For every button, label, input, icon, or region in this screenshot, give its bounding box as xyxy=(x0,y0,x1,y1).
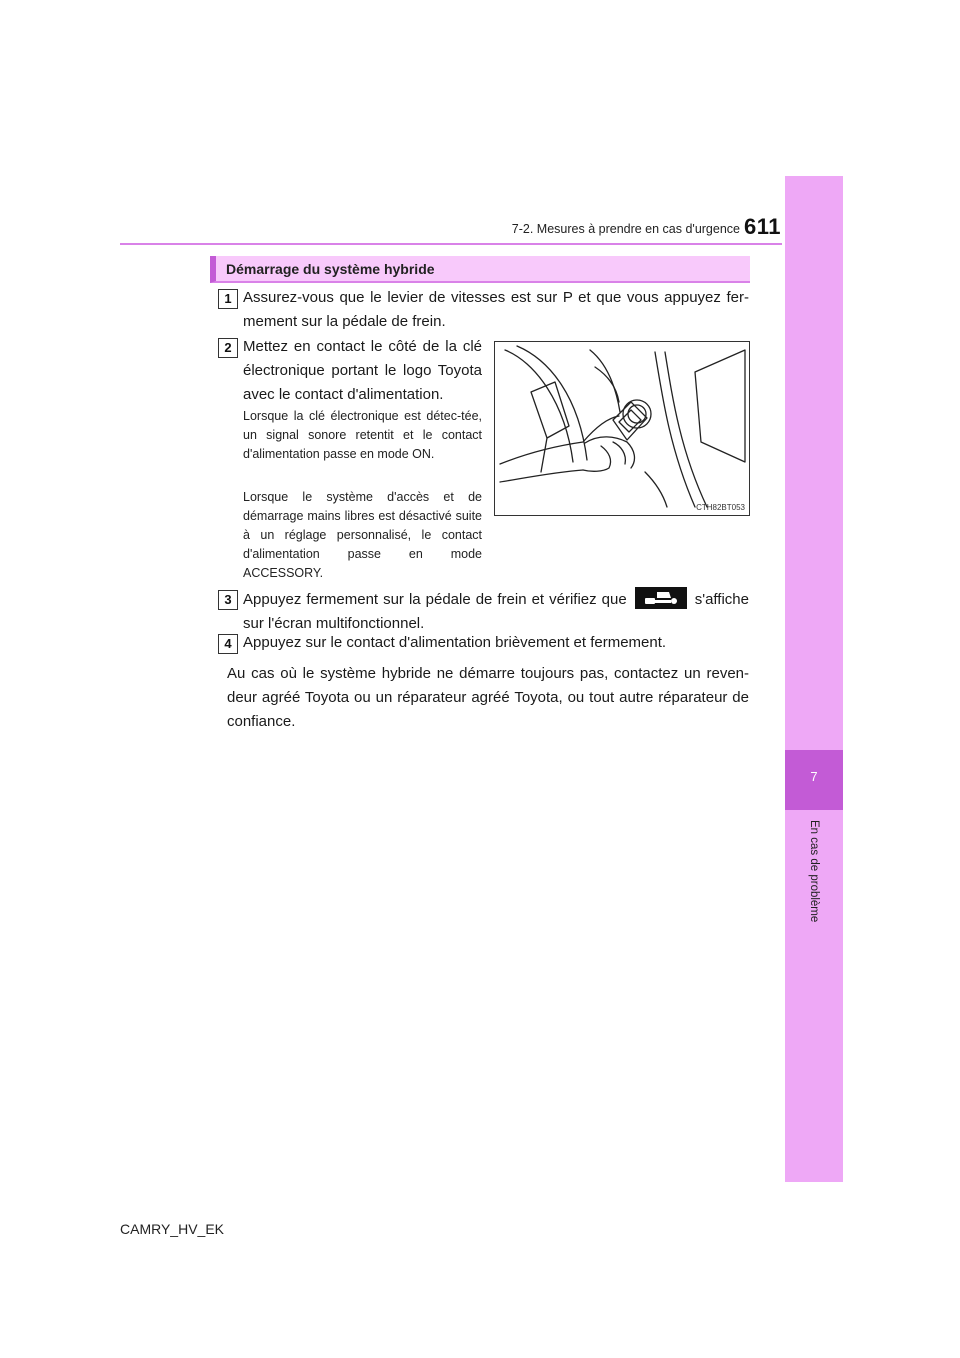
step-3-text-after: s'affiche sur l'écran multifonctionnel. xyxy=(243,591,749,632)
header-divider xyxy=(120,243,782,245)
section-heading xyxy=(210,256,750,283)
key-on-power-switch-illustration xyxy=(494,341,750,516)
step-3-text-before: Appuyez fermement sur la pédale de frein et vérifiez que xyxy=(243,591,627,608)
chapter-number: 7 xyxy=(810,769,818,784)
step-number-badge: 2 xyxy=(218,338,238,358)
hybrid-system-ready-indicator-icon xyxy=(635,587,687,609)
step-2-note: Lorsque le système d'accès et de démarrage mains libres est désactivé suite à un réglage personnalisé, le contact d'alimentation passe en mode ACCESSORY. xyxy=(243,490,482,580)
page-number: 611 xyxy=(744,214,781,239)
footer-model-code: CAMRY_HV_EK xyxy=(120,1221,225,1237)
step-4-text: Appuyez sur le contact d'alimentation brièvement et fermement. xyxy=(243,634,667,651)
step-1-text: Assurez-vous que le levier de vitesses est sur P et que vous appuyez fer-mement sur la pédale de frein. xyxy=(243,289,749,330)
step-2-note: Lorsque la clé électronique est détec-tée, un signal sonore retentit et le contact d'alimentation passe en mode ON. xyxy=(243,409,482,461)
closing-paragraph: Au cas où le système hybride ne démarre toujours pas, contactez un reven-deur agréé Toyota ou un réparateur agréé Toyota, ou tout autre réparateur de confiance. xyxy=(227,665,749,730)
step-number-badge: 1 xyxy=(218,289,238,309)
steering-column-drawing xyxy=(495,342,749,515)
section-title: Démarrage du système hybride xyxy=(226,261,435,277)
running-header: 7-2. Mesures à prendre en cas d'urgence xyxy=(511,222,740,236)
step-2-text: Mettez en contact le côté de la clé électronique portant le logo Toyota avec le contact d'alimentation. xyxy=(243,338,482,403)
ready-indicator-glyph xyxy=(643,590,679,606)
step-number-badge: 4 xyxy=(218,634,238,654)
chapter-title: En cas de problème xyxy=(808,820,820,923)
chapter-side-tab xyxy=(785,176,843,1182)
step-number-badge: 3 xyxy=(218,590,238,610)
illustration-code: CTH82BT053 xyxy=(696,503,745,512)
step-3-text xyxy=(243,587,749,636)
